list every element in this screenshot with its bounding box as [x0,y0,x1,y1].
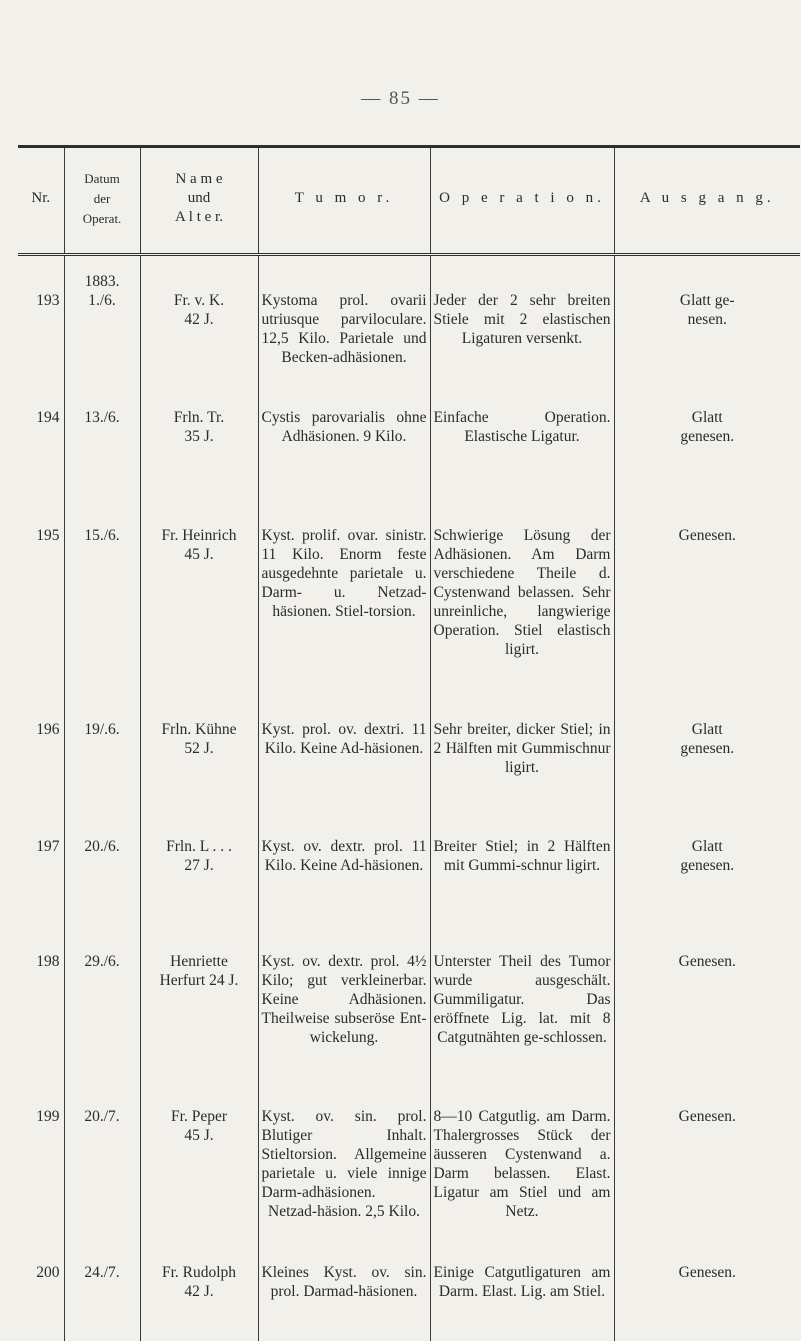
row-operation: Schwierige Lösung der Adhäsionen. Am Darm verschiedene Theile d. Cystenwand belassen. Sehr unreinliche, langwierige Operation. Stiel elastisch ligirt. [430,526,614,720]
row-nr: 196 [36,721,60,738]
year-label: 1883. [84,273,120,290]
row-outcome: Glatt genesen. [614,837,800,952]
table-row [18,1263,800,1341]
header-tumor: T u m o r. [258,147,430,255]
row-name: Fr. v. K. 42 J. [140,272,258,408]
row-nr: 197 [36,838,60,855]
row-operation: Einige Catgutligaturen am Darm. Elast. Lig. am Stiel. [430,1263,614,1341]
table-row [18,1107,800,1263]
spacer-row [18,255,800,273]
row-operation: Sehr breiter, dicker Stiel; in 2 Hälften mit Gummischnur ligirt. [430,720,614,837]
header-date: Datum der Operat. [64,147,140,255]
row-date: 1883. 1./6. [64,272,140,408]
page-number: — 85 — [361,88,440,109]
header-row [18,147,800,255]
row-tumor: Kyst. ov. dextr. prol. 11 Kilo. Keine Ad-häsionen. [258,837,430,952]
operations-table-wrapper [18,145,801,1341]
header-nr: Nr. [18,147,64,255]
table-row [18,837,800,952]
row-date: 29./6. [64,952,140,1107]
row-tumor: Kyst. ov. sin. prol. Blutiger Inhalt. Stieltorsion. Allgemeine parietale u. viele innige Darm-adhäsionen. Netzad-häsion. 2,5 Kilo. [258,1107,430,1263]
row-name: Henriette Herfurt 24 J. [140,952,258,1107]
row-name: Frln. L . . . 27 J. [140,837,258,952]
row-date: 19/.6. [64,720,140,837]
row-name: Fr. Peper 45 J. [140,1107,258,1263]
row-operation: Unterster Theil des Tumor wurde ausgeschält. Gummiligatur. Das eröffnete Lig. lat. mit 8 Catgutnähten ge-schlossen. [430,952,614,1107]
row-tumor: Kyst. prolif. ovar. sinistr. 11 Kilo. Enorm feste ausgedehnte parietale u. Darm- u. Netzad-häsionen. Stiel-torsion. [258,526,430,720]
row-date: 20./6. [64,837,140,952]
row-date: 13./6. [64,408,140,526]
header-outcome: A u s g a n g. [614,147,800,255]
table-row [18,952,800,1107]
row-outcome: Glatt genesen. [614,408,800,526]
row-tumor: Kystoma prol. ovarii utriusque parviloculare. 12,5 Kilo. Parietale und Becken-adhäsionen. [258,272,430,408]
header-name: N a m e und A l t e r. [140,147,258,255]
header-operation: O p e r a t i o n. [430,147,614,255]
table-row [18,720,800,837]
row-outcome: Glatt genesen. [614,720,800,837]
row-name: Frln. Tr. 35 J. [140,408,258,526]
row-name: Fr. Heinrich 45 J. [140,526,258,720]
row-tumor: Cystis parovarialis ohne Adhäsionen. 9 Kilo. [258,408,430,526]
table-row [18,272,800,408]
row-name: Frln. Kühne 52 J. [140,720,258,837]
row-outcome: Genesen. [614,526,800,720]
row-date: 15./6. [64,526,140,720]
row-date: 20./7. [64,1107,140,1263]
row-nr: 199 [36,1108,60,1125]
row-nr: 194 [36,409,60,426]
row-tumor: Kyst. prol. ov. dextri. 11 Kilo. Keine Ad-häsionen. [258,720,430,837]
table-row [18,408,800,526]
row-outcome: Genesen. [614,1107,800,1263]
row-operation: Einfache Operation. Elastische Ligatur. [430,408,614,526]
row-tumor: Kyst. ov. dextr. prol. 4½ Kilo; gut verkleinerbar. Keine Adhäsionen. Theilweise subseröse Ent-wickelung. [258,952,430,1107]
row-nr: 193 [36,292,60,309]
row-outcome: Genesen. [614,952,800,1107]
row-operation: Breiter Stiel; in 2 Hälften mit Gummi-schnur ligirt. [430,837,614,952]
table-row [18,526,800,720]
row-nr: 195 [36,527,60,544]
row-outcome: Genesen. [614,1263,800,1341]
row-name: Fr. Rudolph 42 J. [140,1263,258,1341]
row-nr: 198 [36,953,60,970]
row-operation: 8—10 Catgutlig. am Darm. Thalergrosses Stück der äusseren Cystenwand a. Darm belassen. Elast. Ligatur am Stiel und am Netz. [430,1107,614,1263]
row-tumor: Kleines Kyst. ov. sin. prol. Darmad-häsionen. [258,1263,430,1341]
row-operation: Jeder der 2 sehr breiten Stiele mit 2 elastischen Ligaturen versenkt. [430,272,614,408]
row-nr: 200 [36,1264,60,1281]
row-date: 24./7. [64,1263,140,1341]
row-outcome: Glatt ge- nesen. [614,272,800,408]
operations-table [18,145,800,1341]
